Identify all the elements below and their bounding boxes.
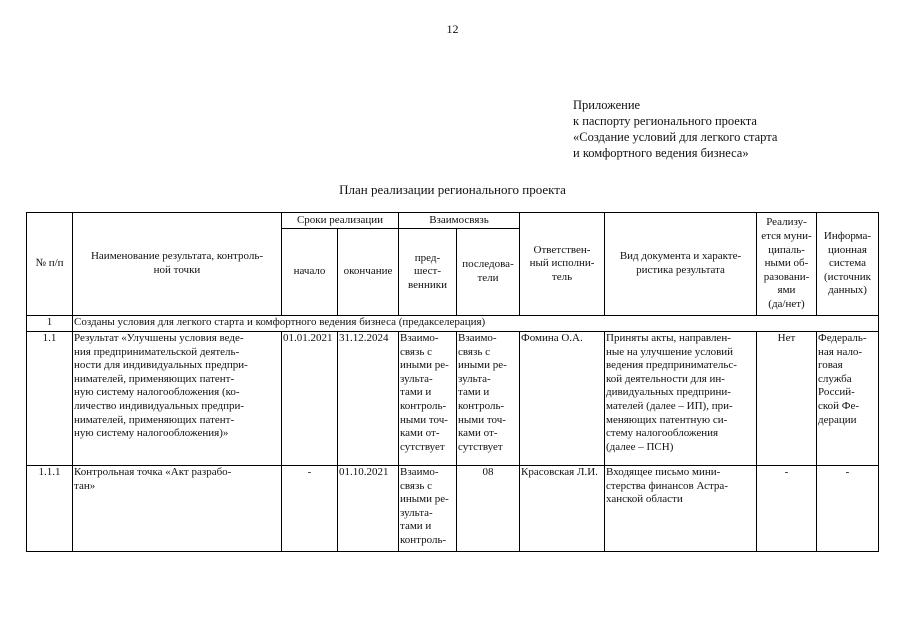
header-municipal: Реализу- ется муни- ципаль- ными об- разовани- ями (да/нет)	[757, 213, 817, 316]
header-link: Взаимосвязь	[399, 213, 520, 229]
row-end: 31.12.2024	[338, 332, 399, 466]
header-successors: последова- тели	[457, 229, 520, 316]
header-info-system: Информа- ционная система (источник данных)	[817, 213, 879, 316]
header-start: начало	[282, 229, 338, 316]
row-num: 1.1.1	[27, 466, 73, 552]
row-doc-type: Входящее письмо мини- стерства финансов Астра- ханской области	[605, 466, 757, 552]
section-row	[27, 316, 879, 332]
header-end: окончание	[338, 229, 399, 316]
row-name: Контрольная точка «Акт разрабо- тан»	[73, 466, 282, 552]
section-text: Созданы условия для легкого старта и комфортного ведения бизнеса (предакселерация)	[73, 316, 879, 332]
row-doc-type: Приняты акты, направлен- ные на улучшение условий ведения предпринимательс- кой деятельности для ин- дивидуальных предприни- мателей (далее – ИП), при- меняющих патентную си- стему налогообложения (далее – ПСН)	[605, 332, 757, 466]
row-responsible: Фомина О.А.	[520, 332, 605, 466]
row-municipal: -	[757, 466, 817, 552]
row-successors: 08	[457, 466, 520, 552]
header-responsible: Ответствен- ный исполни- тель	[520, 213, 605, 316]
row-successors: Взаимо- связь с иными ре- зульта- тами и контроль- ными точ- ками от- сутствует	[457, 332, 520, 466]
row-predecessors: Взаимо- связь с иными ре- зульта- тами и контроль-	[399, 466, 457, 552]
header-num: № п/п	[27, 213, 73, 316]
plan-table	[26, 212, 879, 552]
appendix-line: «Создание условий для легкого старта	[573, 130, 778, 144]
row-municipal: Нет	[757, 332, 817, 466]
header-terms: Сроки реализации	[282, 213, 399, 229]
header-doc-type: Вид документа и характе- ристика результата	[605, 213, 757, 316]
row-info-system: Федераль- ная нало- говая служба Россий- ской Фе- дерации	[817, 332, 879, 466]
header-name: Наименование результата, контроль- ной точки	[73, 213, 282, 316]
row-num: 1.1	[27, 332, 73, 466]
appendix-line: и комфортного ведения бизнеса»	[573, 146, 749, 160]
plan-title: План реализации регионального проекта	[339, 182, 566, 197]
row-start: 01.01.2021	[282, 332, 338, 466]
section-num: 1	[27, 316, 73, 332]
appendix-line: Приложение	[573, 98, 641, 112]
appendix-line: к паспорту регионального проекта	[573, 114, 757, 128]
row-predecessors: Взаимо- связь с иными ре- зульта- тами и контроль- ными точ- ками от- сутствует	[399, 332, 457, 466]
appendix-block	[573, 97, 777, 161]
row-responsible: Красовская Л.И.	[520, 466, 605, 552]
table-row	[27, 332, 879, 466]
row-info-system: -	[817, 466, 879, 552]
header-row	[27, 213, 879, 229]
row-start: -	[282, 466, 338, 552]
table-row	[27, 466, 879, 552]
row-end: 01.10.2021	[338, 466, 399, 552]
row-name: Результат «Улучшены условия веде- ния предпринимательской деятель- ности для индивидуальных предпри- нимателей, применяющих патент- ную систему налогообложения (ко- личество индивидуальных предпри- нимателей, применяющих патент- ную систему налогообложения)»	[73, 332, 282, 466]
header-predecessors: пред- шест- венники	[399, 229, 457, 316]
page-number: 12	[446, 22, 459, 36]
